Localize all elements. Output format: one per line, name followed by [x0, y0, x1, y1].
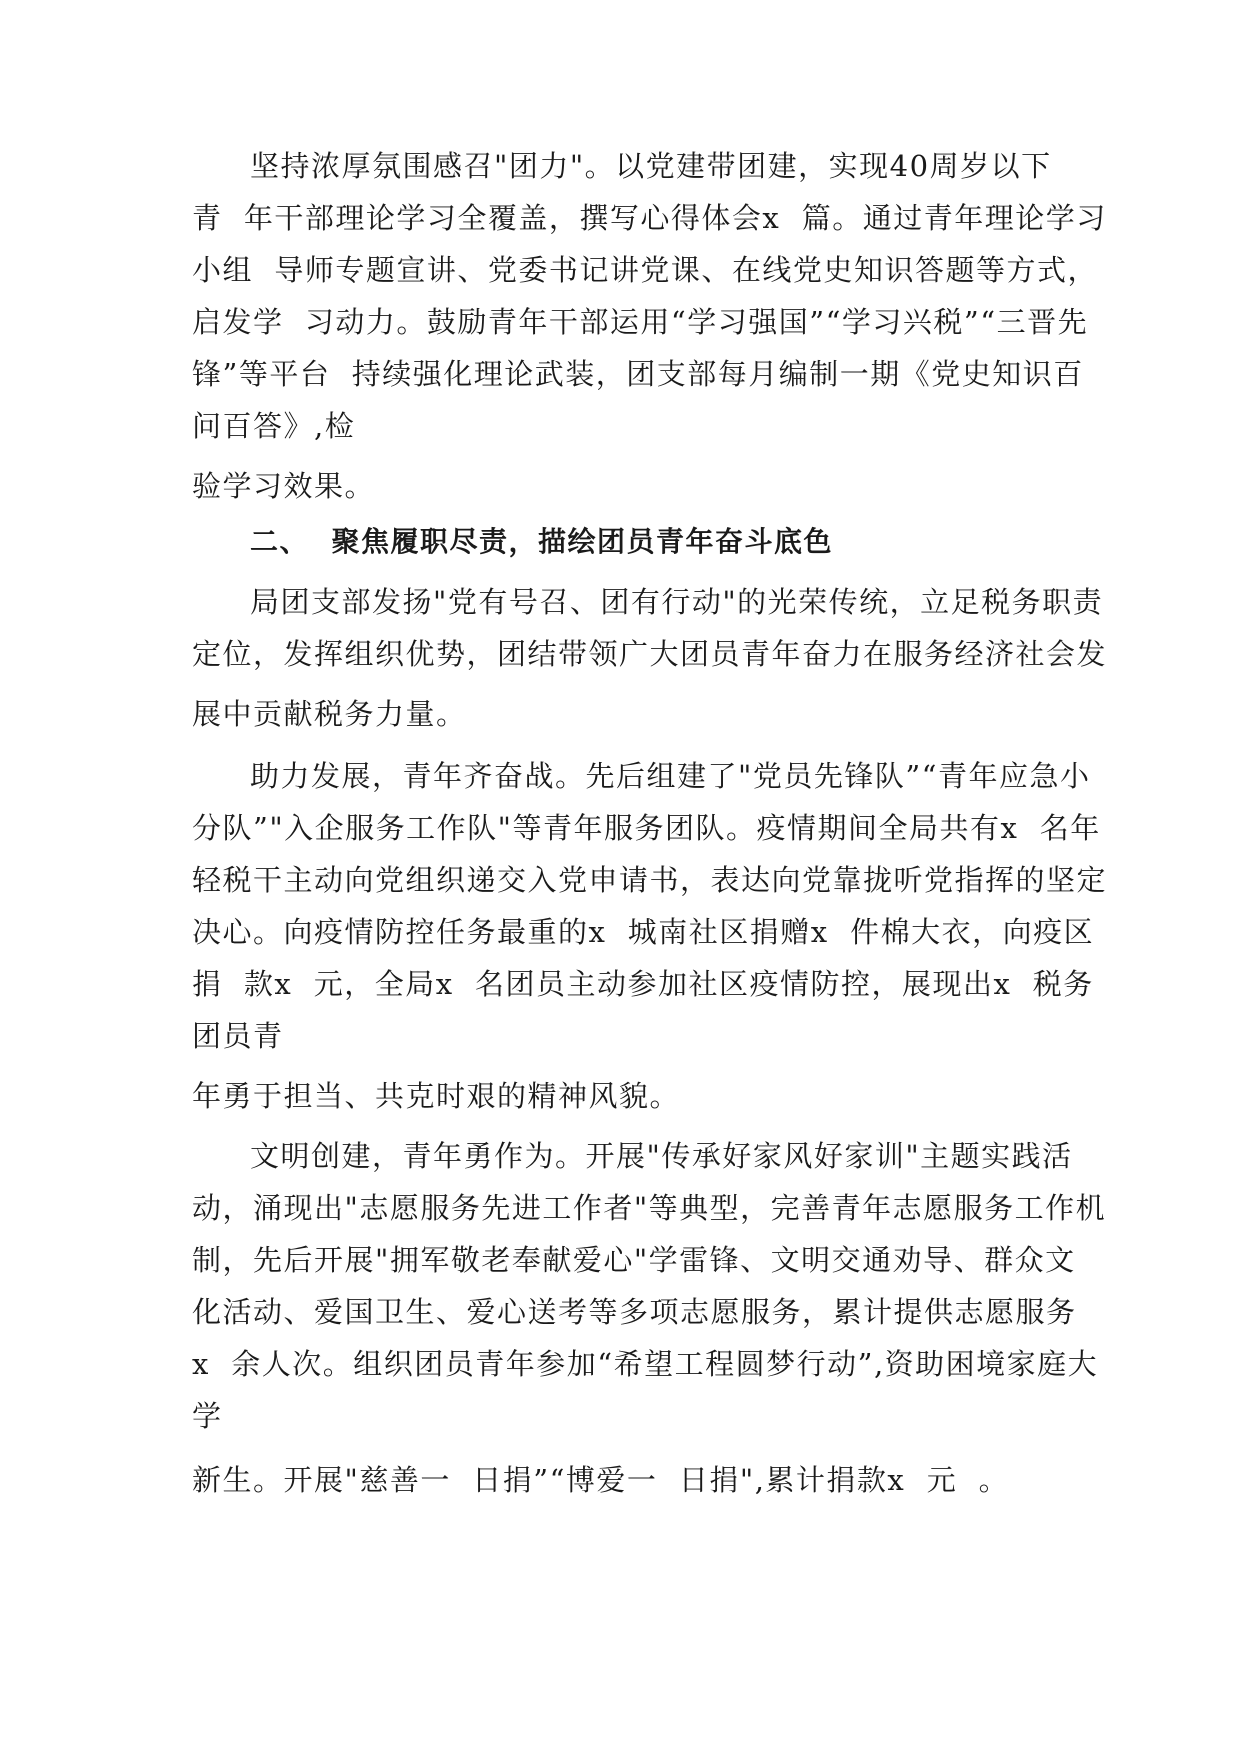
paragraph-4-line-1: 文明创建，青年勇作为。开展"传承好家风好家训"主题实践活: [250, 1139, 1073, 1173]
paragraph-2-line-2: 定位，发挥组织优势，团结带领广大团员青年奋力在服务经济社会发: [192, 637, 1108, 671]
paragraph-4-line-4: 化活动、爱国卫生、爱心送考等多项志愿服务，累计提供志愿服务: [192, 1295, 1077, 1329]
paragraph-2-line-3: 展中贡献税务力量。: [192, 697, 467, 731]
paragraph-1-line-7: 验学习效果。: [192, 469, 376, 503]
paragraph-1-line-1: 坚持浓厚氛围感召"团力"。以党建带团建，实现40周岁以下: [250, 149, 1052, 183]
paragraph-3-line-4: 决心。向疫情防控任务最重的x 城南社区捐赠x 件棉大衣，向疫区: [192, 915, 1095, 949]
paragraph-3-line-1: 助力发展，青年齐奋战。先后组建了"党员先锋队”“青年应急小: [250, 759, 1091, 793]
paragraph-3-line-3: 轻税干主动向党组织递交入党申请书，表达向党靠拢听党指挥的坚定: [192, 863, 1108, 897]
paragraph-3-line-6: 团员青: [192, 1019, 284, 1053]
paragraph-4-line-5: x 余人次。组织团员青年参加“希望工程圆梦行动”,资助困境家庭大: [192, 1347, 1099, 1381]
paragraph-4-line-6: 学: [192, 1399, 223, 1433]
section-heading-2: 二、 聚焦履职尽责，描绘团员青年奋斗底色: [250, 525, 833, 558]
paragraph-4-line-3: 制，先后开展"拥军敬老奉献爱心"学雷锋、文明交通劝导、群众文: [192, 1243, 1076, 1277]
paragraph-3-line-7: 年勇于担当、共克时艰的精神风貌。: [192, 1079, 681, 1113]
paragraph-1-line-5: 锋”等平台 持续强化理论武装，团支部每月编制一期《党史知识百: [192, 357, 1084, 391]
paragraph-1-line-6: 问百答》,检: [192, 409, 356, 443]
paragraph-1-line-3: 小组 导师专题宣讲、党委书记讲党课、在线党史知识答题等方式，: [192, 253, 1098, 287]
paragraph-3-line-5: 捐 款x 元，全局x 名团员主动参加社区疫情防控，展现出x 税务: [192, 967, 1094, 1001]
paragraph-3-line-2: 分队”"入企服务工作队"等青年服务团队。疫情期间全局共有x 名年: [192, 811, 1101, 845]
paragraph-1-line-4: 启发学 习动力。鼓励青年干部运用“学习强国”“学习兴税”“三晋先: [192, 305, 1089, 339]
paragraph-2-line-1: 局团支部发扬"党有号召、团有行动"的光荣传统，立足税务职责: [250, 585, 1104, 619]
paragraph-4-line-2: 动，涌现出"志愿服务先进工作者"等典型，完善青年志愿服务工作机: [192, 1191, 1107, 1225]
paragraph-4-line-7: 新生。开展"慈善一 日捐”“博爱一 日捐",累计捐款x 元 。: [192, 1463, 1010, 1497]
paragraph-1-line-2: 青 年干部理论学习全覆盖，撰写心得体会x 篇。通过青年理论学习: [192, 201, 1107, 235]
